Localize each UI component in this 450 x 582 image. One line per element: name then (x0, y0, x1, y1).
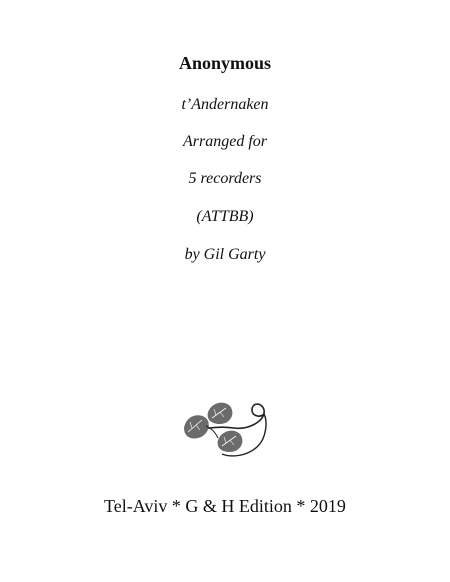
arranged-for-text: Arranged for (183, 133, 267, 150)
arranger-credit: by Gil Garty (184, 246, 266, 263)
piece-title: t’Andernaken (181, 96, 269, 113)
ivy-leaves-flourish-icon (178, 398, 274, 466)
voicing-text: (ATTBB) (196, 208, 254, 225)
instrumentation-text: 5 recorders (188, 170, 262, 187)
publisher-footer: Tel-Aviv * G & H Edition * 2019 (104, 496, 346, 516)
composer-name: Anonymous (178, 53, 272, 73)
